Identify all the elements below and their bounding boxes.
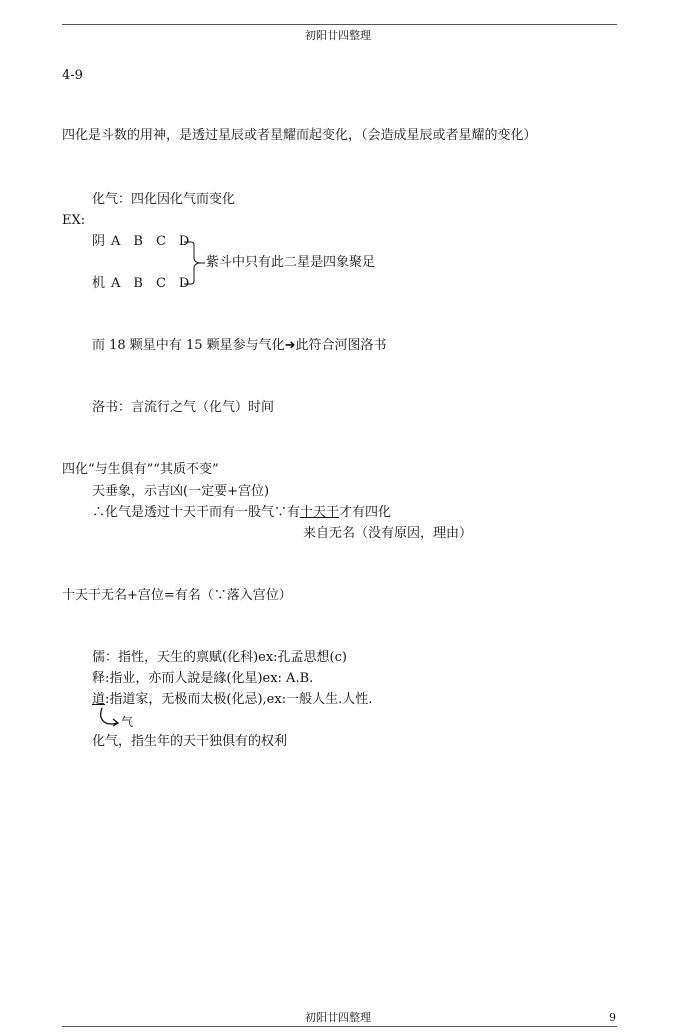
footer-rule <box>62 1026 617 1027</box>
therefore-underlined: 十天干 <box>300 505 340 520</box>
therefore-line <box>92 505 391 521</box>
section-id: 4-9 <box>62 68 83 83</box>
luoshu-line: 洛书：言流行之气（化气）时间 <box>92 400 275 415</box>
intro-text: 四化是斗数的用神，是透过星辰或者星耀而起变化，（会造成星辰或者星耀的变化） <box>62 128 537 143</box>
huaqi-definition: 化气：四化因化气而变化 <box>92 192 236 207</box>
dao-char: 道 <box>92 692 106 707</box>
header-rule <box>62 24 617 25</box>
dao-rest: :指道家，无极而太极(化忌),ex:一般人生.人性. <box>105 692 373 707</box>
huaqi-last-line: 化气，指生年的天干独俱有的权利 <box>92 734 288 749</box>
curved-arrow <box>96 707 124 729</box>
youming-line: 十天干无名+宫位=有名（∵落入宫位） <box>62 588 292 603</box>
dao-line <box>92 692 372 708</box>
row-yin-letters: A B C D <box>111 234 190 249</box>
ru-line: 儒：指性，天生的禀赋(化科)ex:孔孟思想(c) <box>92 650 347 665</box>
arrow-label: 气 <box>121 715 134 729</box>
tianchui-line: 天垂象，示吉凶(一定要+宫位) <box>92 484 270 499</box>
brace-note: 紫斗中只有此二星是四象聚足 <box>206 255 376 270</box>
therefore-before: ∴化气是透过十天干而有一股气∵有 <box>92 505 301 520</box>
shi-line: 释:指业，亦而人說是緣(化星)ex: A.B. <box>92 671 314 686</box>
row-yin-star: 阴 <box>92 234 106 249</box>
brace-connector <box>184 236 206 290</box>
sihua-title: 四化“与生俱有”“其质不变” <box>62 462 219 477</box>
page-number: 9 <box>609 1011 616 1024</box>
wuming-line: 来自无名（没有原因，理由） <box>303 526 473 541</box>
therefore-after: 才有四化 <box>339 505 392 520</box>
ex-label: EX: <box>62 213 86 228</box>
row-ji-letters: A B C D <box>111 276 190 291</box>
header-title: 初阳廿四整理 <box>305 29 371 42</box>
stars-line: 而 18 颗星中有 15 颗星参与气化➜此符合河图洛书 <box>92 338 387 353</box>
footer-title: 初阳廿四整理 <box>305 1011 371 1024</box>
row-ji-star: 机 <box>92 276 106 291</box>
